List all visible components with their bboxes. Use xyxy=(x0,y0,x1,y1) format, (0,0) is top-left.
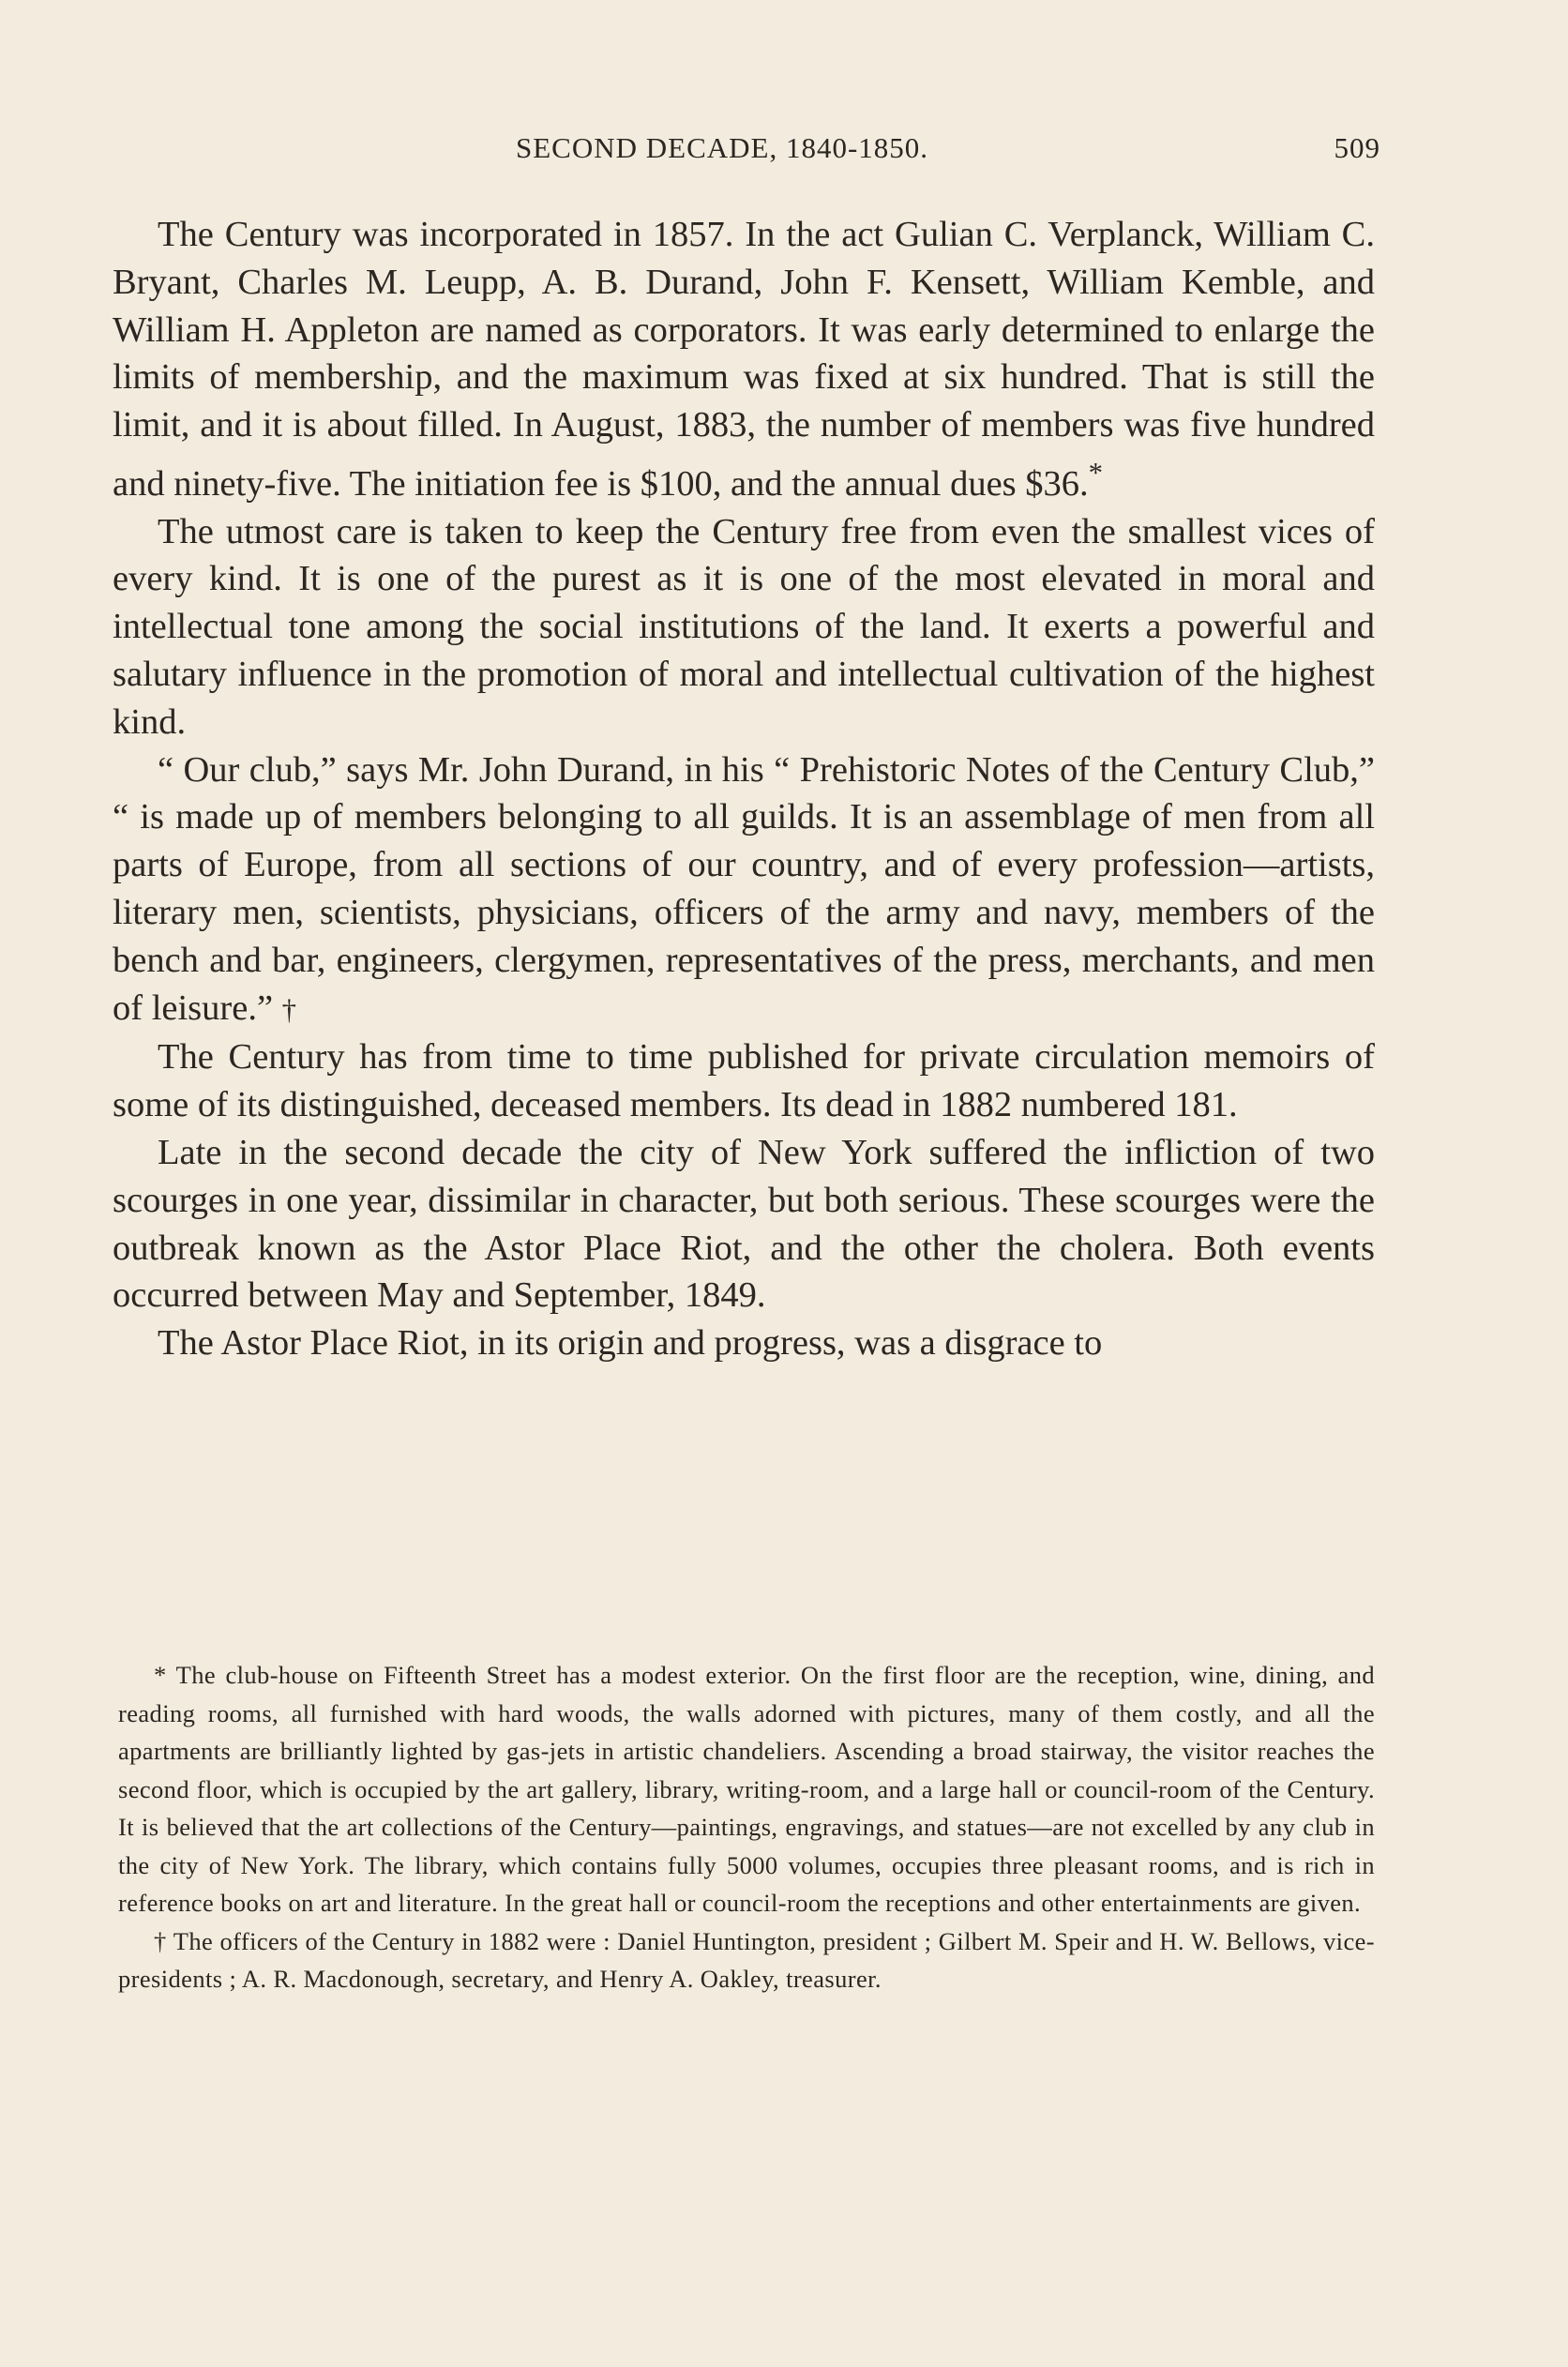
main-text xyxy=(113,211,1375,1367)
footnotes xyxy=(118,1656,1375,1998)
paragraph-text: The Astor Place Riot, in its origin and progress, was a disgrace to xyxy=(158,1323,1103,1364)
footnote-mark: * xyxy=(154,1661,167,1689)
footnote-reference: * xyxy=(1088,456,1104,489)
paragraph-text: The Century was incorporated in 1857. In the act Gulian C. Verplanck, William C. Bryant, Charles M. Leupp, A. B. Durand, John F. Kensett, William Kemble, and William H. Appleton are named as corporators. It was early determined to enlarge the limits of membership, and the maximum was fixed at six hundred. That is still the limit, and it is about filled. In August, 1883, the number of members was five hundred and ninety-five. The initiation fee is $100, and the annual dues $36. xyxy=(113,215,1375,504)
footnote-reference: † xyxy=(281,993,297,1026)
paragraph xyxy=(113,1129,1375,1319)
paragraph xyxy=(113,211,1375,508)
paragraph xyxy=(113,508,1375,746)
paragraph xyxy=(113,746,1375,1034)
footnote-text: The officers of the Century in 1882 were : Daniel Huntington, president ; Gilbert M. Speir and H. W. Bellows, vice-presidents ; A. R. Macdonough, secretary, and Henry A. Oakley, treasurer. xyxy=(118,1926,1375,1993)
footnote-mark: † xyxy=(154,1926,167,1955)
paragraph-text: The Century has from time to time published for private circulation memoirs of some of its distinguished, deceased members. Its dead in 1882 numbered 181. xyxy=(113,1037,1375,1125)
page-number: 509 xyxy=(1334,131,1380,164)
paragraph xyxy=(113,1319,1375,1367)
running-title: SECOND DECADE, 1840-1850. xyxy=(516,131,929,164)
paragraph-text: Late in the second decade the city of New York suffered the infliction of two scourges in one year, dissimilar in character, but both serious. These scourges were the outbreak known as the Astor Place Riot, and the other the cholera. Both events occurred between May and September, 1849. xyxy=(113,1132,1375,1316)
paragraph-text: “ Our club,” says Mr. John Durand, in his “ Prehistoric Notes of the Century Club,” “ is made up of members belonging to all guilds. It is an assemblage of men from all parts of Europe, from all sections of our country, and of every profession—artists, literary men, scientists, physicians, officers of the army and navy, members of the bench and bar, engineers, clergymen, representatives of the press, merchants, and men of leisure.” xyxy=(113,749,1375,1028)
footnote-text: The club-house on Fifteenth Street has a modest exterior. On the first floor are the reception, wine, dining, and reading rooms, all furnished with hard woods, the walls adorned with pictures, many of them costly, and all the apartments are brilliantly lighted by gas-jets in artistic chandeliers. Ascending a broad stairway, the visitor reaches the second floor, which is occupied by the art gallery, library, writing-room, and a large hall or council-room of the Century. It is believed that the art collections of the Century—paintings, engravings, and statues—are not excelled by any club in the city of New York. The library, which contains fully 5000 volumes, occupies three pleasant rooms, and is rich in reference books on art and literature. In the great hall or council-room the receptions and other entertainments are given. xyxy=(118,1661,1375,1917)
running-head xyxy=(113,131,1380,169)
footnote xyxy=(118,1656,1375,1922)
footnote xyxy=(118,1922,1375,1998)
paragraph xyxy=(113,1033,1375,1129)
paragraph-text: The utmost care is taken to keep the Century free from even the smallest vices of every kind. It is one of the purest as it is one of the most elevated in moral and intellectual tone among the social institutions of the land. It exerts a powerful and salutary influence in the promotion of moral and intellectual cultivation of the highest kind. xyxy=(113,511,1375,742)
